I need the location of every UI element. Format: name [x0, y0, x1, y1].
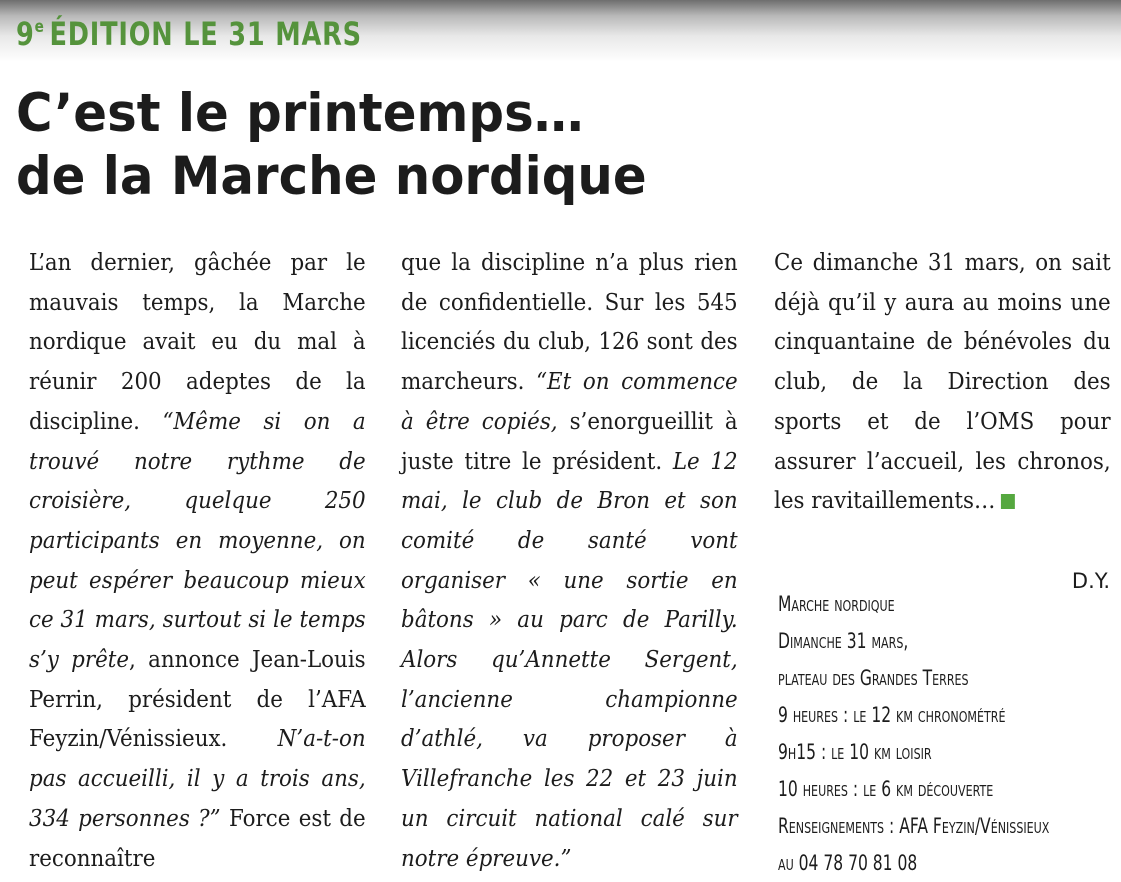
info-line: plateau des Grandes Terres [778, 666, 969, 690]
col1-text-1: L’an dernier, gâchée par le mauvais temps, la Marche nordique avait eu du mal à réunir 200 adeptes de la discipline. [29, 250, 366, 435]
col3-text-1: Ce dimanche 31 mars, on sait déjà qu’il y aura au moins une cinquantaine de bénévoles du club, de la Direction des sports et de l’OMS pour assurer l’accueil, les chronos, les ravitaillements… [774, 250, 1111, 515]
col1-quote-2: N’a-t-on pas accueilli, il y a trois ans, 334 personnes ?” [29, 726, 366, 832]
col1-text-2: , annonce Jean-Louis Perrin, président de l’AFA Feyzin/Vénissieux. [29, 647, 366, 753]
author-signature: D.Y. [1071, 569, 1110, 593]
end-of-article-square-icon [1001, 494, 1015, 509]
article-column-1 [29, 244, 366, 879]
col1-text-3: Force est de reconnaître [29, 805, 366, 872]
col1-quote-1: “Même si on a trouvé notre rythme de croisière, quelque 250 participants en moyenne, on peut espérer beaucoup mieux ce 31 mars, surtout si le temps s’y prête [29, 408, 366, 674]
event-info-box [778, 586, 1049, 882]
info-line: au 04 78 70 81 08 [778, 851, 918, 875]
info-line: 9h15 : le 10 km loisir [778, 740, 932, 764]
article-column-2 [401, 244, 738, 879]
info-line: 9 heures : le 12 km chronométré [778, 703, 1006, 727]
col2-quote-2: Le 12 mai, le club de Bron et son comité de santé vont organiser « une sortie en bâtons » au parc de Parilly. Alors qu’Annette Sergent, l’ancienne championne d’athlé, va proposer à Villefranche les 22 et 23 juin un circuit national calé sur notre épreuve.” [401, 448, 738, 872]
article-column-3 [774, 244, 1111, 522]
edition-superscript: e [34, 17, 45, 37]
col2-text-2: s’enorgueillit à juste titre le président. [401, 408, 738, 475]
col2-quote-1: “Et on commence à être copiés, [401, 369, 738, 435]
edition-number: 9 [16, 15, 35, 53]
info-line: Marche nordique [778, 592, 895, 616]
info-line: 10 heures : le 6 km découverte [778, 777, 994, 801]
col2-text-1: que la discipline n’a plus rien de confidentielle. Sur les 545 licenciés du club, 126 sont des marcheurs. [401, 250, 738, 396]
edition-kicker [16, 14, 362, 54]
info-line: Dimanche 31 mars, [778, 629, 909, 653]
article-headline [16, 82, 647, 208]
info-line: Renseignements : AFA Feyzin/Vénissieux [778, 814, 1050, 838]
edition-text: ÉDITION LE 31 MARS [49, 15, 362, 53]
headline-line-1: C’est le printemps… [16, 83, 584, 144]
headline-line-2: de la Marche nordique [16, 146, 647, 207]
